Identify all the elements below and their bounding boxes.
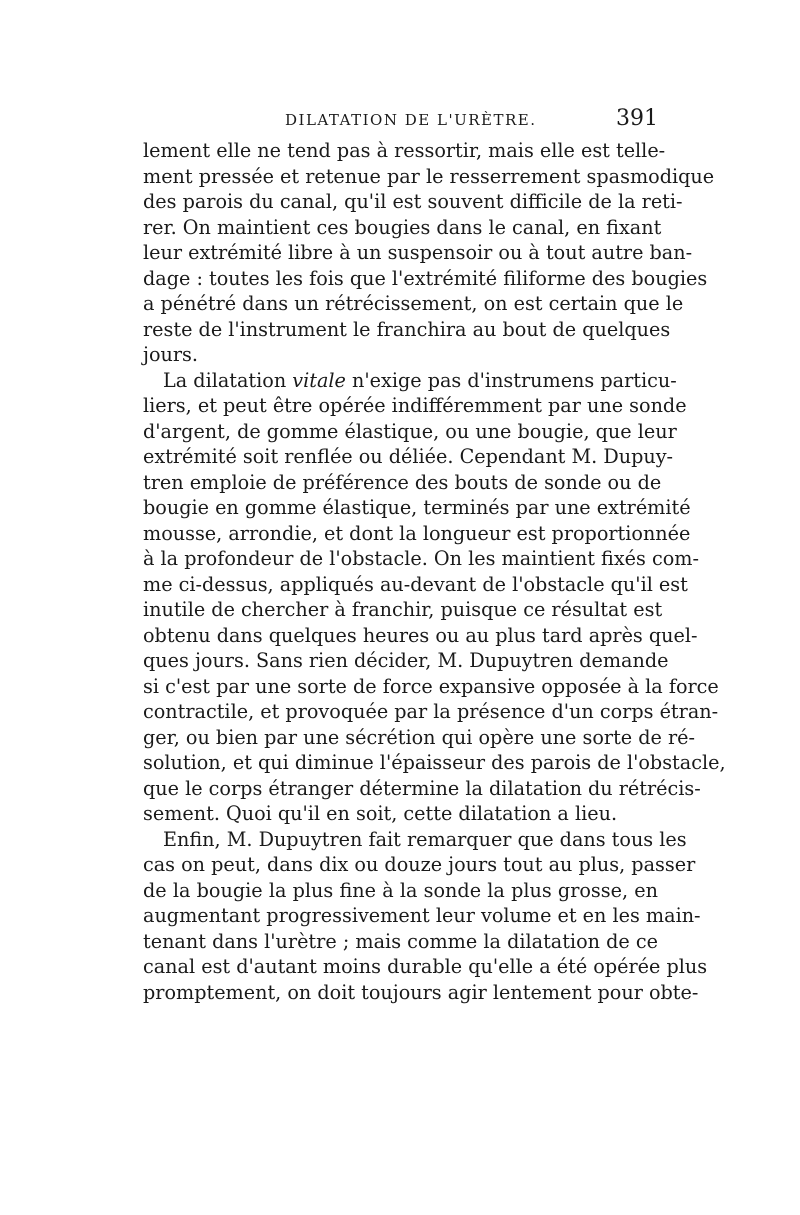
paragraph xyxy=(143,138,715,368)
book-page xyxy=(143,106,726,1158)
text-line: obtenu dans quelques heures ou au plus tard après quel- xyxy=(143,623,698,647)
text-line: ger, ou bien par une sécrétion qui opère une sorte de ré- xyxy=(143,725,695,749)
text-line: bougie en gomme élastique, terminés par une extrémité xyxy=(143,496,691,519)
text-line: tren emploie de préférence des bouts de sonde ou de xyxy=(143,470,662,494)
text-line: La dilatation vitale n'exige pas d'instrumens particu- xyxy=(163,368,677,392)
text-line: a pénétré dans un rétrécissement, on est certain que le xyxy=(143,292,684,315)
paragraph xyxy=(143,368,726,827)
text-line: ques jours. Sans rien décider, M. Dupuytren demande xyxy=(143,649,669,672)
text-line: rer. On maintient ces bougies dans le canal, en fixant xyxy=(143,215,662,239)
text-line: cas on peut, dans dix ou douze jours tout au plus, passer xyxy=(143,853,696,876)
text-line: mousse, arrondie, et dont la longueur est proportionnée xyxy=(143,521,691,545)
text-line: liers, et peut être opérée indifféremment par une sonde xyxy=(143,394,687,417)
text-line: d'argent, de gomme élastique, ou une bougie, que leur xyxy=(143,419,677,443)
text-line: solution, et qui diminue l'épaisseur des parois de l'obstacle, xyxy=(143,751,726,774)
text-line: dage : toutes les fois que l'extrémité filiforme des bougies xyxy=(143,266,708,290)
text-line: ment pressée et retenue par le resserrement spasmodique xyxy=(143,164,715,188)
text-line: contractile, et provoquée par la présence d'un corps étran- xyxy=(143,700,719,723)
text-line: leur extrémité libre à un suspensoir ou à tout autre ban- xyxy=(143,241,693,264)
text-line: sement. Quoi qu'il en soit, cette dilatation a lieu. xyxy=(143,802,618,825)
body-text xyxy=(143,138,726,1005)
running-title: DILATATION DE L'URÈTRE. xyxy=(285,111,537,129)
text-line: inutile de chercher à franchir, puisque ce résultat est xyxy=(143,598,663,621)
text-line: Enfin, M. Dupuytren fait remarquer que dans tous les xyxy=(163,827,687,851)
text-line: reste de l'instrument le franchira au bout de quelques xyxy=(143,317,671,341)
text-line: augmentant progressivement leur volume et en les main- xyxy=(143,904,701,927)
text-line: que le corps étranger détermine la dilatation du rétrécis- xyxy=(143,776,701,800)
text-line: à la profondeur de l'obstacle. On les maintient fixés com- xyxy=(143,547,699,570)
text-line: me ci-dessus, appliqués au-devant de l'obstacle qu'il est xyxy=(143,572,688,596)
text-line: tenant dans l'urètre ; mais comme la dilatation de ce xyxy=(143,929,658,953)
text-line: de la bougie la plus fine à la sonde la plus grosse, en xyxy=(143,878,658,902)
text-line: canal est d'autant moins durable qu'elle a été opérée plus xyxy=(143,955,708,978)
text-line: jours. xyxy=(143,343,198,366)
text-line: lement elle ne tend pas à ressortir, mais elle est telle- xyxy=(143,139,666,162)
running-header xyxy=(143,108,658,138)
text-line: des parois du canal, qu'il est souvent difficile de la reti- xyxy=(143,190,683,213)
page-number: 391 xyxy=(616,106,658,131)
text-line: extrémité soit renflée ou déliée. Cependant M. Dupuy- xyxy=(143,445,674,468)
paragraph xyxy=(143,827,708,1006)
text-line: promptement, on doit toujours agir lentement pour obte- xyxy=(143,980,699,1004)
text-line: si c'est par une sorte de force expansive opposée à la force xyxy=(143,674,719,698)
